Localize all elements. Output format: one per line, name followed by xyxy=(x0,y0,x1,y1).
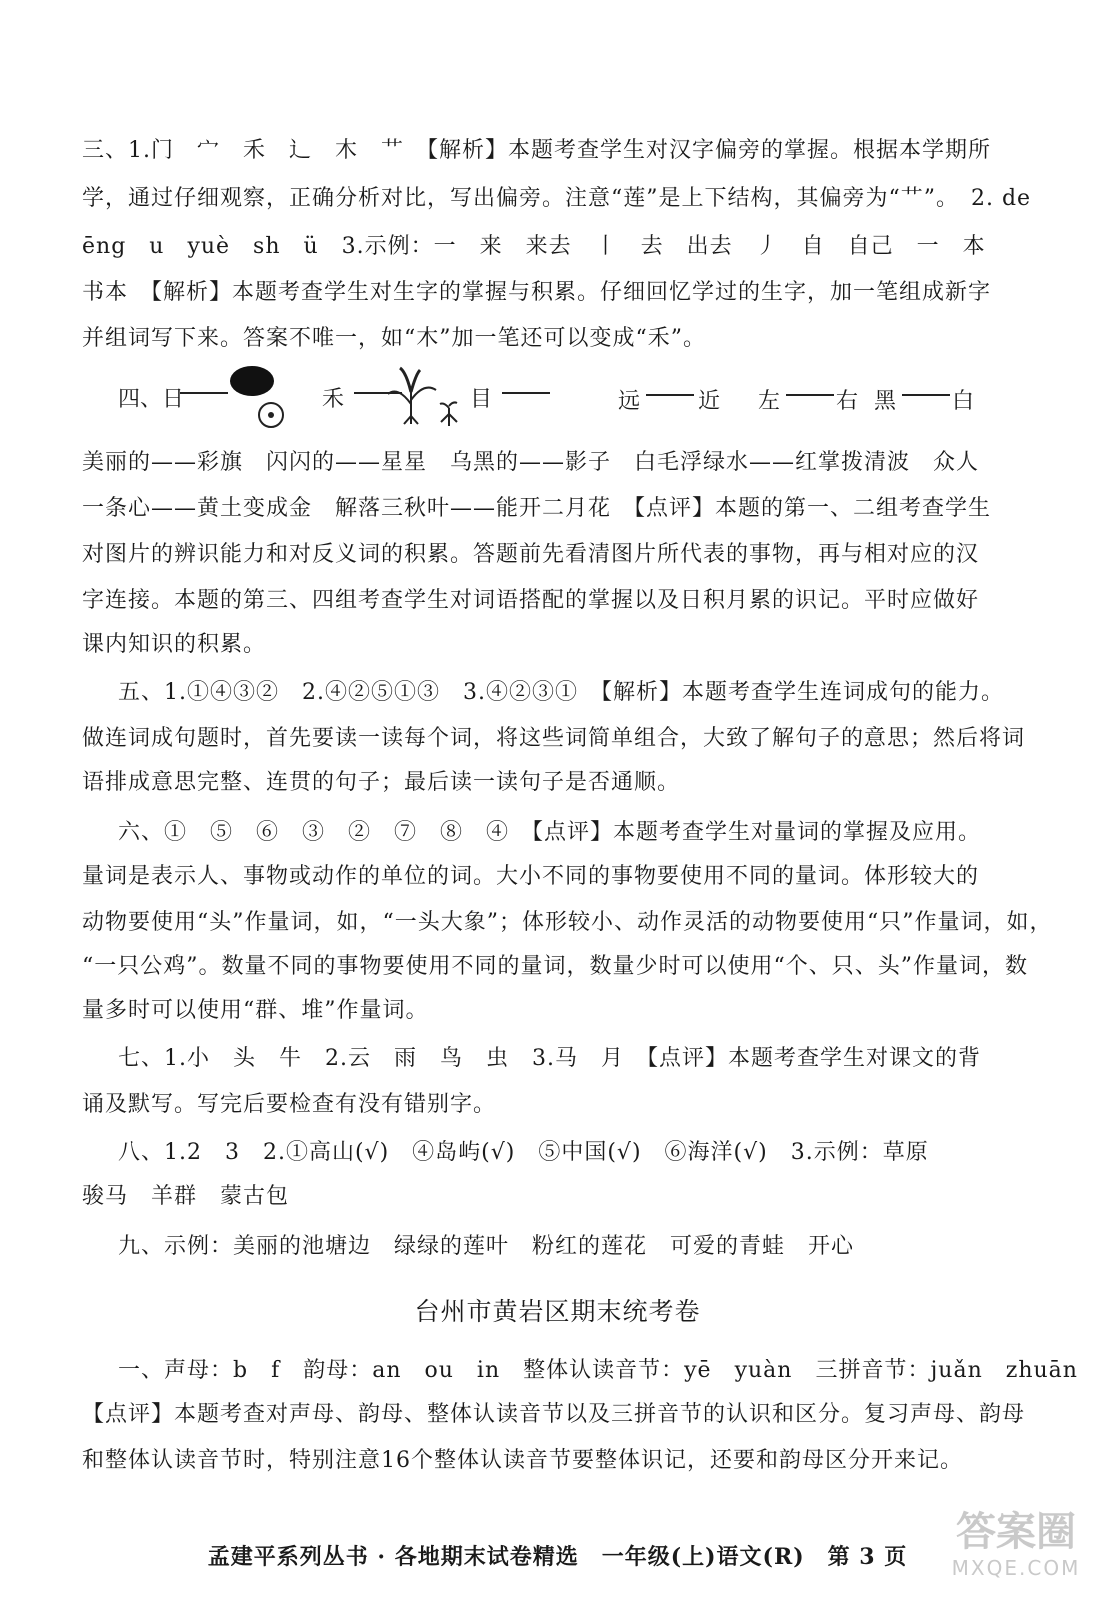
section-7-line-2: 诵及默写。写完后要检查有没有错别字。 xyxy=(82,1092,497,1117)
exam-heading: 台州市黄岩区期末统考卷 xyxy=(414,1297,701,1326)
connector-line xyxy=(502,392,550,394)
section-5-line-1: 五、1.①④③② 2.④②⑤①③ 3.④②③① 【解析】本题考查学生连词成句的能力。 xyxy=(118,680,1004,705)
connector-line xyxy=(786,394,834,396)
section-7-line-1: 七、1.小 头 牛 2.云 雨 鸟 虫 3.马 月 【点评】本题考查学生对课文的背 xyxy=(118,1046,981,1071)
sun-pictograph-icon xyxy=(258,402,284,428)
section-8-line-2: 骏马 羊群 蒙古包 xyxy=(82,1184,290,1209)
connector-line xyxy=(180,392,228,394)
section-4-line-5: 字连接。本题的第三、四组考查学生对词语搭配的掌握以及日积月累的识记。平时应做好 xyxy=(82,588,980,613)
section-9-line-1: 九、示例：美丽的池塘边 绿绿的莲叶 粉红的莲花 可爱的青蛙 开心 xyxy=(118,1234,855,1259)
section-4-line-4: 对图片的辨识能力和对反义词的积累。答题前先看清图片所代表的事物，再与相对应的汉 xyxy=(82,542,980,567)
section-6-line-4: “一只公鸡”。数量不同的事物要使用不同的量词，数量少时可以使用“个、只、头”作量词，数 xyxy=(82,954,1028,979)
section-3-line-1: 三、1.门 宀 禾 辶 木 艹 【解析】本题考查学生对汉字偏旁的掌握。根据本学期所 xyxy=(82,138,991,163)
section-3-line-4: 书本 【解析】本题考查学生对生字的掌握与积累。仔细回忆学过的生字，加一笔组成新字 xyxy=(82,280,992,305)
section-6-line-3: 动物要使用“头”作量词，如，“一头大象”；体形较小、动作灵活的动物要使用“只”作量词，如， xyxy=(82,910,1053,935)
section-4-line-6: 课内知识的积累。 xyxy=(82,632,267,657)
match-mu: 目 xyxy=(470,387,493,412)
section-3-line-3: ēng u yuè sh ü 3.示例：一 来 来去 丨 去 出去 丿 自 自己 一 本 xyxy=(82,234,986,259)
section-3-line-2: 学，通过仔细观察，正确分析对比，写出偏旁。注意“莲”是上下结构，其偏旁为“艹”。 2. de xyxy=(82,186,1032,211)
connector-line xyxy=(902,394,950,396)
match-bai: 白 xyxy=(952,389,975,414)
taizhou-section-1-line-3: 和整体认读音节时，特别注意16个整体认读音节要整体识记，还要和韵母区分开来记。 xyxy=(82,1448,963,1473)
section-5-line-3: 语排成意思完整、连贯的句子；最后读一读句子是否通顺。 xyxy=(82,770,681,795)
taizhou-section-1-line-2: 【点评】本题考查对声母、韵母、整体认读音节以及三拼音节的认识和区分。复习声母、韵母 xyxy=(82,1402,1026,1427)
grain-pictograph-icon xyxy=(438,400,460,426)
match-jin: 近 xyxy=(698,389,721,414)
section-4-matching-row xyxy=(118,380,975,440)
match-he: 禾 xyxy=(322,387,345,412)
section-3-line-5: 并组词写下来。答案不唯一，如“木”加一笔还可以变成“禾”。 xyxy=(82,326,706,351)
rice-plant-picture-icon xyxy=(380,364,442,426)
section-4-line-2: 美丽的——彩旗 闪闪的——星星 乌黑的——影子 白毛浮绿水——红掌拨清波 众人 xyxy=(82,450,980,475)
site-watermark xyxy=(931,1508,1101,1594)
match-you: 右 xyxy=(836,389,859,414)
connector-line xyxy=(646,394,694,396)
match-hei: 黑 xyxy=(874,389,897,414)
section-4-line-3: 一条心——黄土变成金 解落三秋叶——能开二月花 【点评】本题的第一、二组考查学生 xyxy=(82,496,992,521)
watermark-url: MXQE.COM xyxy=(951,1556,1081,1580)
sun-picture-icon xyxy=(230,366,274,396)
section-4-prefix: 四、日 xyxy=(118,387,185,412)
match-zuo: 左 xyxy=(758,389,781,414)
section-6-line-1: 六、① ⑤ ⑥ ③ ② ⑦ ⑧ ④ 【点评】本题考查学生对量词的掌握及应用。 xyxy=(118,820,982,845)
match-yuan: 远 xyxy=(618,389,641,414)
section-8-line-1: 八、1.2 3 2.①高山(√) ④岛屿(√) ⑤中国(√) ⑥海洋(√) 3.示例：草原 xyxy=(118,1140,929,1165)
taizhou-section-1-line-1: 一、声母：b f 韵母：an ou in 整体认读音节：yē yuàn 三拼音节：juǎn zhuān xyxy=(118,1358,1078,1383)
section-6-line-5: 量多时可以使用“群、堆”作量词。 xyxy=(82,998,429,1023)
section-5-line-2: 做连词成句题时，首先要读一读每个词，将这些词简单组合，大致了解句子的意思；然后将词 xyxy=(82,726,1026,751)
watermark-logo-text: 答案圈 xyxy=(956,1509,1076,1555)
section-6-line-2: 量词是表示人、事物或动作的单位的词。大小不同的事物要使用不同的量词。体形较大的 xyxy=(82,864,980,889)
page-footer: 孟建平系列丛书 · 各地期末试卷精选 一年级(上)语文(R) 第 3 页 xyxy=(207,1544,908,1570)
